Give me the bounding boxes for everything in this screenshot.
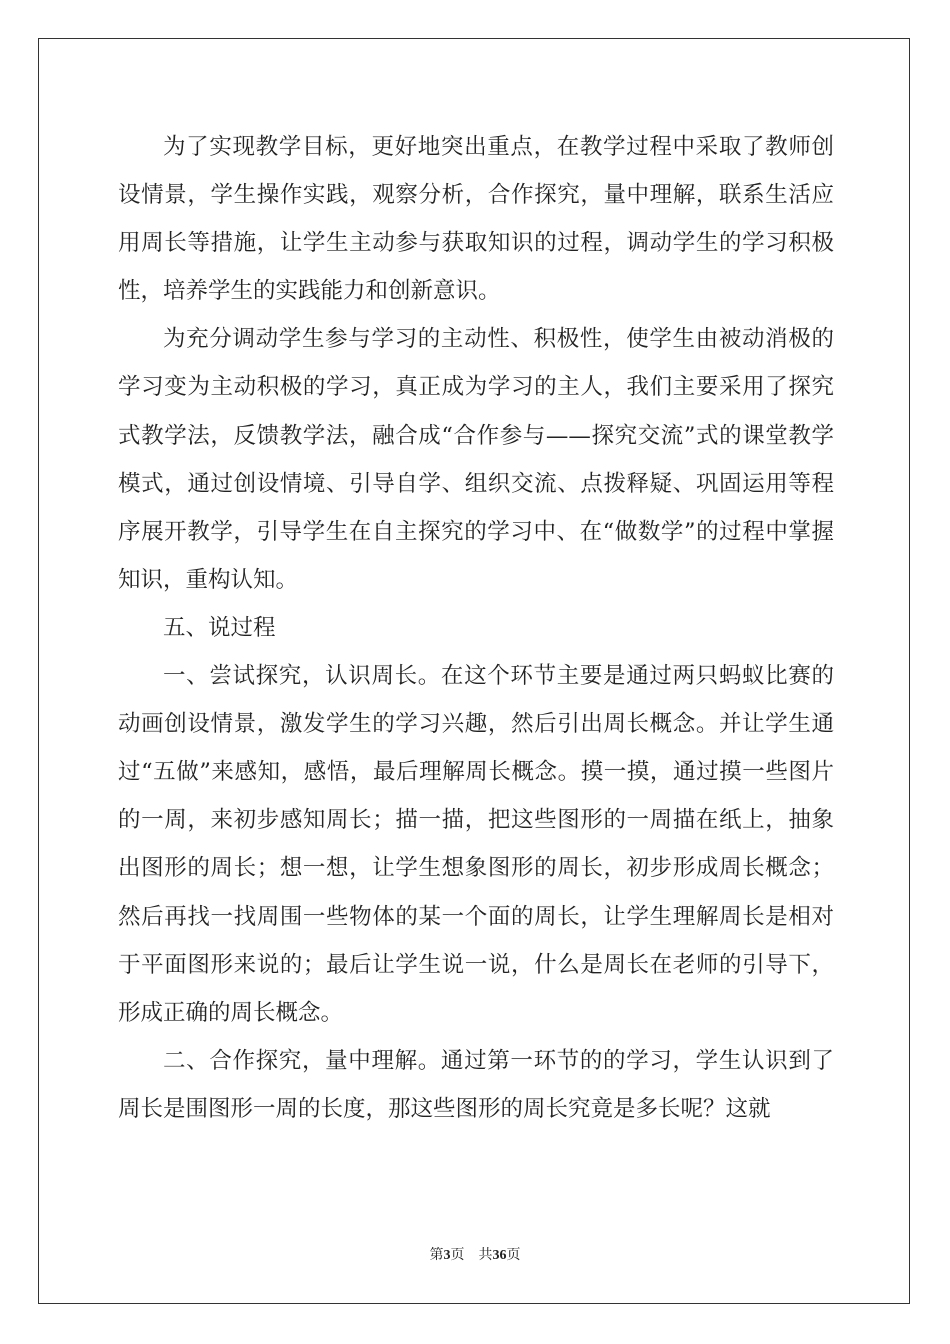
page-suffix: 页 <box>450 1248 465 1263</box>
paragraph-step-one: 一、尝试探究，认识周长。在这个环节主要是通过两只蚂蚁比赛的动画创设情景，激发学生的学习兴趣，然后引出周长概念。并让学生通过“五做”来感知，感悟，最后理解周长概念。摸一摸，通过摸一些图片的一周，来初步感知周长；描一描，把这些图形的一周描在纸上，抽象出图形的周长；想一想，让学生想象图形的周长，初步形成周长概念；然后再找一找周围一些物体的某一个面的周长，让学生理解周长是相对于平面图形来说的；最后让学生说一说，什么是周长在老师的引导下，形成正确的周长概念。 <box>118 663 834 1026</box>
page-footer <box>0 1246 950 1266</box>
paragraph-teaching-goals: 为了实现教学目标，更好地突出重点，在教学过程中采取了教师创设情景，学生操作实践，观察分析，合作探究，量中理解，联系生活应用周长等措施，让学生主动参与获取知识的过程，调动学生的学习积极性，培养学生的实践能力和创新意识。 <box>118 134 834 305</box>
total-suffix: 页 <box>506 1248 521 1263</box>
total-pages: 36 <box>492 1248 507 1263</box>
total-prefix: 共 <box>478 1248 493 1263</box>
page-prefix: 第 <box>429 1248 444 1263</box>
section-heading-process: 五、说过程 <box>163 614 276 641</box>
paragraph-step-two: 二、合作探究，量中理解。通过第一环节的的学习，学生认识到了周长是围图形一周的长度，那这些图形的周长究竟是多长呢？这就 <box>118 1047 834 1122</box>
page-number: 3 <box>443 1248 451 1263</box>
document-body <box>118 123 834 1133</box>
paragraph-teaching-methods: 为充分调动学生参与学习的主动性、积极性，使学生由被动消极的学习变为主动积极的学习，真正成为学习的主人，我们主要采用了探究式教学法，反馈教学法，融合成“合作参与——探究交流”式的课堂教学模式，通过创设情境、引导自学、组织交流、点拨释疑、巩固运用等程序展开教学，引导学生在自主探究的学习中、在“做数学”的过程中掌握知识，重构认知。 <box>118 326 834 593</box>
